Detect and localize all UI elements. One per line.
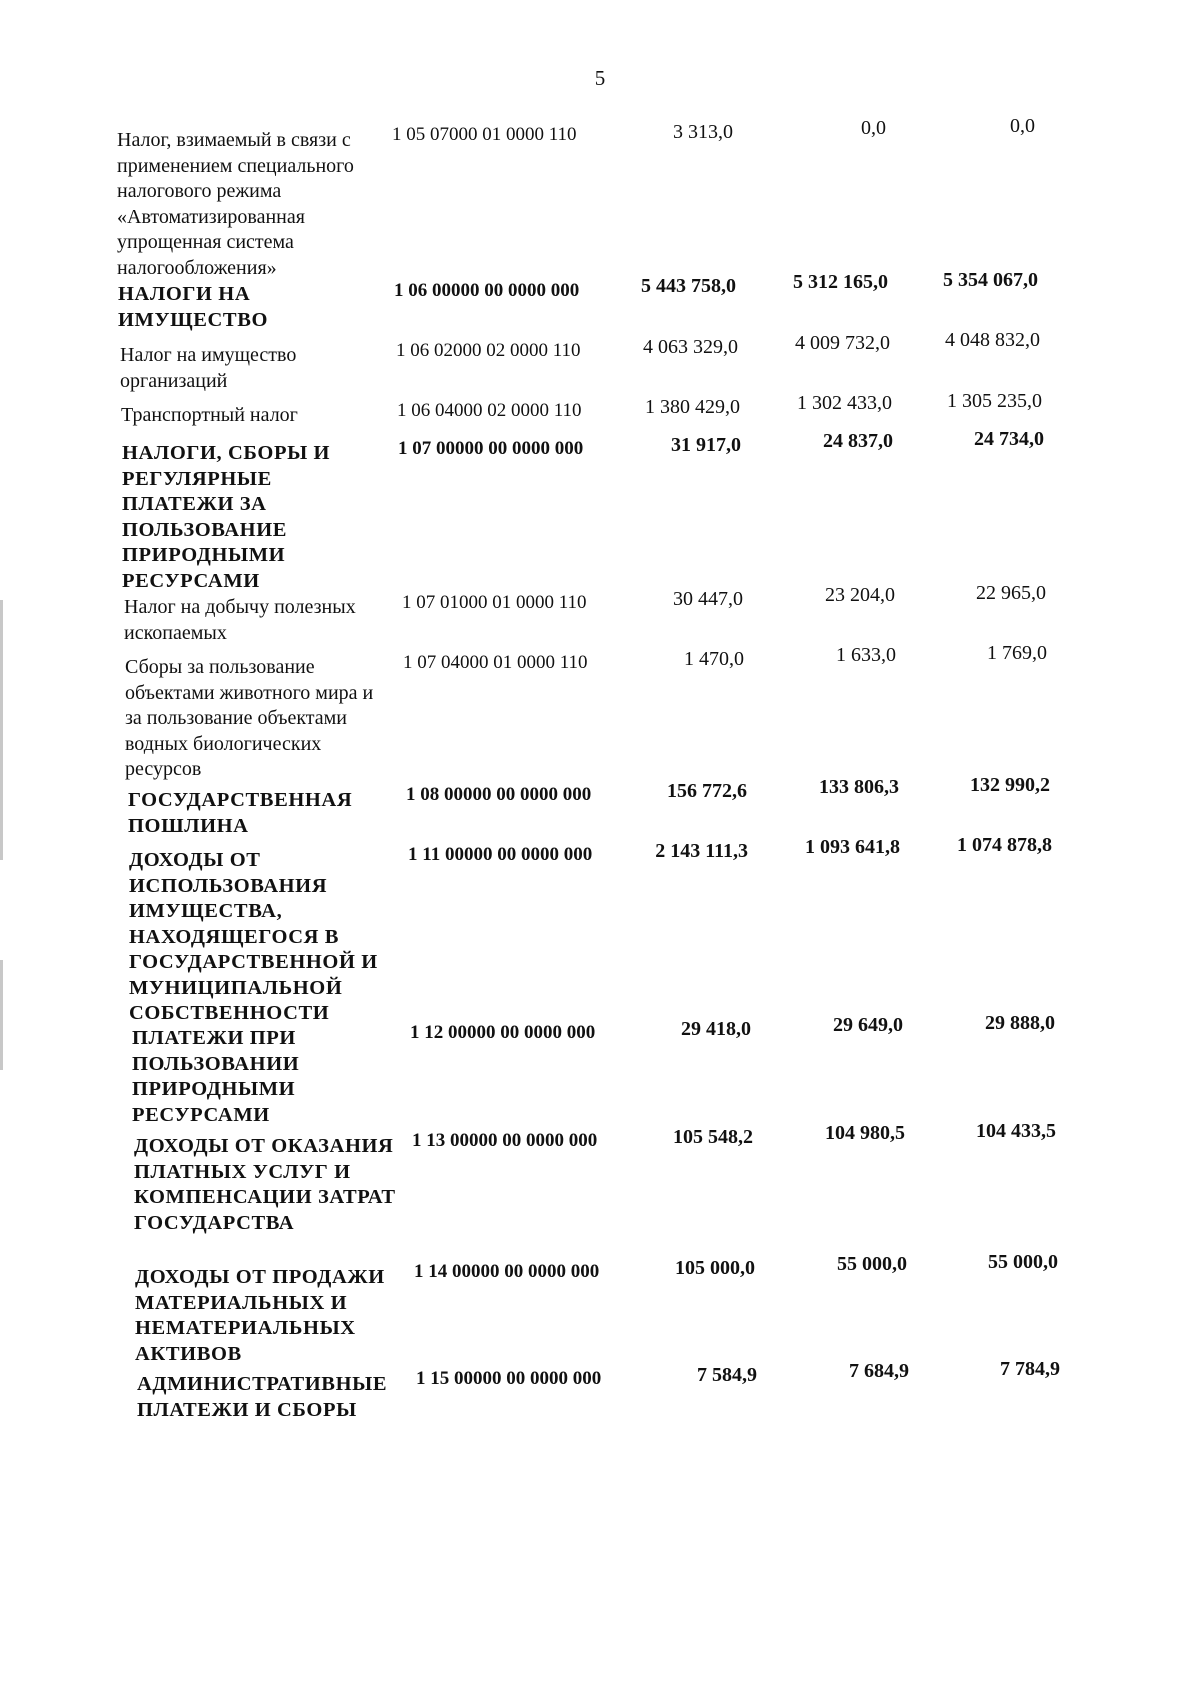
row-value-v2: 0,0	[861, 117, 886, 139]
row-value-v3: 4 048 832,0	[945, 329, 1040, 351]
row-name: НАЛОГИ НА ИМУЩЕСТВО	[118, 283, 269, 331]
row-name: Транспортный налог	[121, 404, 298, 426]
row-value-v1: 1 470,0	[684, 648, 744, 670]
row-code: 1 13 00000 00 0000 000	[412, 1130, 598, 1151]
row-name: Налог, взимаемый в связи с применением специального налогового режима «Автоматизированная упрощенная система налогообложения»	[117, 129, 354, 279]
row-name: ГОСУДАРСТВЕННАЯ ПОШЛИНА	[128, 789, 353, 837]
row-value-v3: 132 990,2	[970, 774, 1050, 796]
row-name: ДОХОДЫ ОТ ОКАЗАНИЯ ПЛАТНЫХ УСЛУГ И КОМПЕНСАЦИИ ЗАТРАТ ГОСУДАРСТВА	[134, 1135, 396, 1234]
row-code: 1 07 04000 01 0000 110	[403, 652, 588, 673]
row-value-v1: 30 447,0	[673, 588, 743, 610]
row-value-v3: 0,0	[1010, 115, 1035, 137]
row-code: 1 14 00000 00 0000 000	[414, 1261, 600, 1282]
row-value-v1: 7 584,9	[697, 1364, 757, 1386]
row-value-v3: 55 000,0	[988, 1251, 1058, 1273]
row-code: 1 15 00000 00 0000 000	[416, 1368, 602, 1389]
row-value-v3: 1 769,0	[987, 642, 1047, 664]
row-code: 1 07 00000 00 0000 000	[398, 438, 584, 459]
row-code: 1 06 00000 00 0000 000	[394, 280, 580, 301]
row-value-v1: 3 313,0	[673, 121, 733, 143]
row-value-v3: 24 734,0	[974, 428, 1044, 450]
row-name: Налог на имущество организаций	[120, 344, 297, 392]
row-code: 1 07 01000 01 0000 110	[402, 592, 587, 613]
row-value-v2: 1 302 433,0	[797, 392, 892, 414]
row-code: 1 06 02000 02 0000 110	[396, 340, 581, 361]
row-value-v2: 29 649,0	[833, 1014, 903, 1036]
row-value-v3: 1 305 235,0	[947, 390, 1042, 412]
row-value-v1: 31 917,0	[671, 434, 741, 456]
row-name: Налог на добычу полезных ископаемых	[124, 596, 356, 644]
scan-edge-mark	[0, 600, 3, 860]
row-value-v3: 1 074 878,8	[957, 834, 1052, 856]
row-value-v2: 1 093 641,8	[805, 836, 900, 858]
row-value-v1: 105 548,2	[673, 1126, 753, 1148]
page-number: 5	[594, 66, 606, 90]
scan-edge-mark	[0, 960, 3, 1070]
row-value-v2: 104 980,5	[825, 1122, 905, 1144]
row-name: ДОХОДЫ ОТ ИСПОЛЬЗОВАНИЯ ИМУЩЕСТВА, НАХОДЯЩЕГОСЯ В ГОСУДАРСТВЕННОЙ И МУНИЦИПАЛЬНОЙ СОБСТВЕННОСТИ	[129, 849, 378, 1024]
row-value-v1: 2 143 111,3	[655, 840, 748, 862]
row-value-v3: 5 354 067,0	[943, 269, 1038, 291]
row-name: ДОХОДЫ ОТ ПРОДАЖИ МАТЕРИАЛЬНЫХ И НЕМАТЕРИАЛЬНЫХ АКТИВОВ	[135, 1266, 385, 1365]
row-value-v2: 7 684,9	[849, 1360, 909, 1382]
row-code: 1 08 00000 00 0000 000	[406, 784, 592, 805]
row-value-v1: 105 000,0	[675, 1257, 755, 1279]
row-value-v1: 4 063 329,0	[643, 336, 738, 358]
row-code: 1 12 00000 00 0000 000	[410, 1022, 596, 1043]
row-code: 1 11 00000 00 0000 000	[408, 844, 593, 865]
row-value-v2: 5 312 165,0	[793, 271, 888, 293]
row-code: 1 05 07000 01 0000 110	[392, 124, 577, 145]
row-value-v3: 22 965,0	[976, 582, 1046, 604]
row-value-v1: 5 443 758,0	[641, 275, 736, 297]
row-name: НАЛОГИ, СБОРЫ И РЕГУЛЯРНЫЕ ПЛАТЕЖИ ЗА ПОЛЬЗОВАНИЕ ПРИРОДНЫМИ РЕСУРСАМИ	[122, 442, 331, 592]
row-value-v3: 7 784,9	[1000, 1358, 1060, 1380]
row-code: 1 06 04000 02 0000 110	[397, 400, 582, 421]
row-value-v2: 133 806,3	[819, 776, 899, 798]
row-name: ПЛАТЕЖИ ПРИ ПОЛЬЗОВАНИИ ПРИРОДНЫМИ РЕСУРСАМИ	[132, 1027, 300, 1126]
row-name: Сборы за пользование объектами животного мира и за пользование объектами водных биологических ресурсов	[125, 656, 374, 780]
row-value-v2: 4 009 732,0	[795, 332, 890, 354]
row-value-v2: 55 000,0	[837, 1253, 907, 1275]
row-value-v3: 104 433,5	[976, 1120, 1056, 1142]
row-value-v1: 29 418,0	[681, 1018, 751, 1040]
row-value-v2: 23 204,0	[825, 584, 895, 606]
row-value-v1: 156 772,6	[667, 780, 747, 802]
row-name: АДМИНИСТРАТИВНЫЕ ПЛАТЕЖИ И СБОРЫ	[137, 1373, 388, 1421]
row-value-v2: 24 837,0	[823, 430, 893, 452]
row-value-v2: 1 633,0	[836, 644, 896, 666]
row-value-v1: 1 380 429,0	[645, 396, 740, 418]
row-value-v3: 29 888,0	[985, 1012, 1055, 1034]
